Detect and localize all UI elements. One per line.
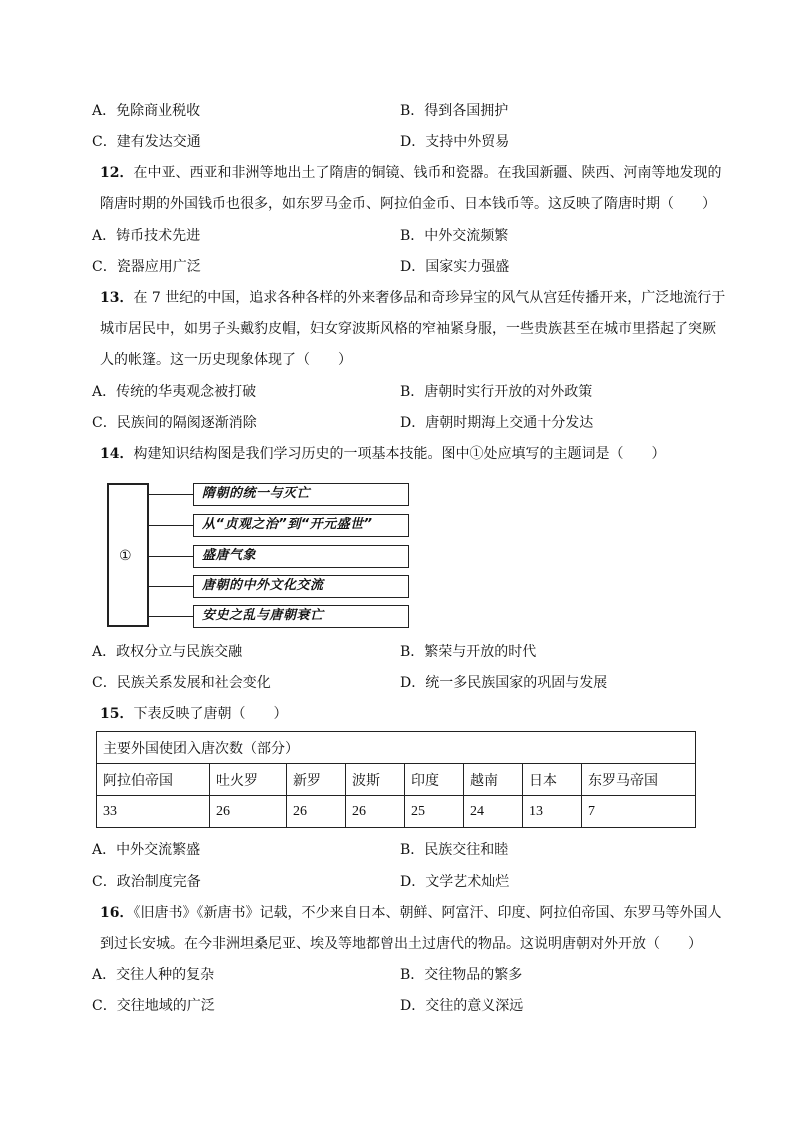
option-letter: C． <box>92 874 117 890</box>
q12-option-c[interactable] <box>92 257 201 277</box>
diagram-item-box: 从“贞观之治”到“开元盛世” <box>193 514 409 537</box>
option-letter: C． <box>92 134 117 150</box>
option-text: 民族交往和睦 <box>424 842 509 858</box>
q12-stem-line2: 隋唐时期的外国钱币也很多，如东罗马金币、阿拉伯金币、日本钱币等。这反映了隋唐时期（ ） <box>100 196 716 212</box>
option-text: 文学艺术灿烂 <box>425 874 510 890</box>
q12-option-a[interactable] <box>92 226 200 246</box>
table-cell: 26 <box>287 796 346 828</box>
option-text: 唐朝时期海上交通十分发达 <box>425 415 594 431</box>
option-text: 得到各国拥护 <box>424 103 509 119</box>
option-letter: A． <box>92 384 117 400</box>
q16-stem-line1 <box>100 903 721 923</box>
q16-option-a[interactable] <box>92 965 214 985</box>
table-header-cell: 日本 <box>523 764 582 796</box>
option-text: 铸币技术先进 <box>116 228 201 244</box>
option-text: 中外交流繁盛 <box>116 842 201 858</box>
option-letter: D． <box>400 259 426 275</box>
option-letter: C． <box>92 415 117 431</box>
diagram-item-box: 唐朝的中外文化交流 <box>193 575 409 598</box>
table-row <box>97 796 696 828</box>
knowledge-structure-diagram <box>107 480 412 636</box>
option-text: 政治制度完备 <box>116 874 201 890</box>
q16-option-c[interactable] <box>92 996 215 1016</box>
option-text: 民族间的隔阂逐渐消除 <box>116 415 257 431</box>
option-letter: B． <box>400 842 425 858</box>
q16-option-b[interactable] <box>400 965 522 985</box>
table-header-cell: 东罗马帝国 <box>582 764 696 796</box>
option-text: 交往的意义深远 <box>425 998 524 1014</box>
option-letter: A． <box>92 103 117 119</box>
table-cell: 25 <box>405 796 464 828</box>
diagram-branch-line <box>147 616 193 617</box>
q15-stem <box>100 704 287 724</box>
stem-text: 在中亚、西亚和非洲等地出土了隋唐的铜镜、钱币和瓷器。在我国新疆、陕西、河南等地发现的 <box>133 165 722 181</box>
option-text: 统一多民族国家的巩固与发展 <box>425 675 608 691</box>
table-header-cell: 吐火罗 <box>210 764 287 796</box>
option-text: 交往地域的广泛 <box>116 998 215 1014</box>
option-text: 瓷器应用广泛 <box>116 259 201 275</box>
q12-option-d[interactable] <box>400 257 509 277</box>
q11-option-d[interactable] <box>400 132 509 152</box>
option-letter: A． <box>92 644 117 660</box>
table-cell: 33 <box>97 796 210 828</box>
option-text: 唐朝时实行开放的对外政策 <box>424 384 593 400</box>
option-letter: D． <box>400 874 426 890</box>
table-header-cell: 越南 <box>464 764 523 796</box>
q13-stem-line1 <box>100 288 725 308</box>
option-letter: C． <box>92 998 117 1014</box>
q12-option-b[interactable] <box>400 226 508 246</box>
option-letter: C． <box>92 675 117 691</box>
envoy-table <box>96 731 696 828</box>
option-text: 民族关系发展和社会变化 <box>116 675 271 691</box>
q11-option-a[interactable] <box>92 101 200 121</box>
q13-option-c[interactable] <box>92 413 257 433</box>
diagram-branch-line <box>147 586 193 587</box>
option-letter: D． <box>400 134 426 150</box>
q14-stem <box>100 444 665 464</box>
option-letter: B． <box>400 228 425 244</box>
option-text: 建有发达交通 <box>116 134 201 150</box>
option-letter: C． <box>92 259 117 275</box>
q15-option-a[interactable] <box>92 840 200 860</box>
q11-option-c[interactable] <box>92 132 201 152</box>
diagram-center-label: ① <box>119 548 132 564</box>
option-letter: A． <box>92 967 117 983</box>
q14-option-c[interactable] <box>92 673 271 693</box>
diagram-branch-line <box>147 556 193 557</box>
table-title: 主要外国使团入唐次数（部分） <box>97 732 696 764</box>
table-header-cell: 波斯 <box>346 764 405 796</box>
option-letter: D． <box>400 415 426 431</box>
q13-option-a[interactable] <box>92 382 256 402</box>
q13-option-b[interactable] <box>400 382 592 402</box>
option-letter: D． <box>400 998 426 1014</box>
q14-option-b[interactable] <box>400 642 536 662</box>
table-header-row <box>97 764 696 796</box>
table-cell: 7 <box>582 796 696 828</box>
option-text: 政权分立与民族交融 <box>116 644 243 660</box>
q13-stem-line3: 人的帐篷。这一历史现象体现了（ ） <box>100 352 352 368</box>
q15-option-d[interactable] <box>400 872 509 892</box>
table-cell: 26 <box>210 796 287 828</box>
option-letter: B． <box>400 644 425 660</box>
option-letter: A． <box>92 228 117 244</box>
q16-stem-line2: 到过长安城。在今非洲坦桑尼亚、埃及等地都曾出土过唐代的物品。这说明唐朝对外开放（ ） <box>100 936 702 952</box>
table-header-cell: 印度 <box>405 764 464 796</box>
table-title-row <box>97 732 696 764</box>
table-cell: 13 <box>523 796 582 828</box>
option-text: 支持中外贸易 <box>425 134 510 150</box>
option-letter: A． <box>92 842 117 858</box>
question-number: 13． <box>100 290 134 306</box>
table-cell: 24 <box>464 796 523 828</box>
q13-option-d[interactable] <box>400 413 593 433</box>
q16-option-d[interactable] <box>400 996 523 1016</box>
table-cell: 26 <box>346 796 405 828</box>
diagram-item-box: 安史之乱与唐朝衰亡 <box>193 605 409 628</box>
option-text: 免除商业税收 <box>116 103 201 119</box>
option-text: 国家实力强盛 <box>425 259 510 275</box>
option-letter: B． <box>400 384 425 400</box>
question-number: 14． <box>100 446 134 462</box>
q15-option-c[interactable] <box>92 872 201 892</box>
option-text: 交往物品的繁多 <box>424 967 523 983</box>
q13-stem-line2: 城市居民中，如男子头戴豹皮帽，妇女穿波斯风格的窄袖紧身服，一些贵族甚至在城市里搭起了突厥 <box>100 321 716 337</box>
q14-option-d[interactable] <box>400 673 607 693</box>
stem-text: 在 7 世纪的中国，追求各种各样的外来奢侈品和奇珍异宝的风气从宫廷传播开来，广泛地流行于 <box>133 290 726 306</box>
stem-text: 构建知识结构图是我们学习历史的一项基本技能。图中①处应填写的主题词是（ ） <box>133 446 666 462</box>
stem-text: 《旧唐书》《新唐书》记载，不少来自日本、朝鲜、阿富汗、印度、阿拉伯帝国、东罗马等外国人 <box>133 905 722 921</box>
option-text: 传统的华夷观念被打破 <box>116 384 257 400</box>
q14-option-a[interactable] <box>92 642 242 662</box>
table-header-cell: 新罗 <box>287 764 346 796</box>
table-header-cell: 阿拉伯帝国 <box>97 764 210 796</box>
option-text: 繁荣与开放的时代 <box>424 644 537 660</box>
option-letter: B． <box>400 103 425 119</box>
stem-text: 下表反映了唐朝（ ） <box>133 706 288 722</box>
option-letter: B． <box>400 967 425 983</box>
q12-stem-line1 <box>100 163 721 183</box>
question-number: 16． <box>100 905 134 921</box>
q15-option-b[interactable] <box>400 840 508 860</box>
option-text: 中外交流频繁 <box>424 228 509 244</box>
question-number: 12． <box>100 165 134 181</box>
option-text: 交往人种的复杂 <box>116 967 215 983</box>
option-letter: D． <box>400 675 426 691</box>
q11-option-b[interactable] <box>400 101 508 121</box>
diagram-branch-line <box>147 494 193 495</box>
diagram-item-box: 盛唐气象 <box>193 545 409 568</box>
diagram-branch-line <box>147 525 193 526</box>
question-number: 15． <box>100 706 134 722</box>
diagram-item-box: 隋朝的统一与灭亡 <box>193 483 409 506</box>
